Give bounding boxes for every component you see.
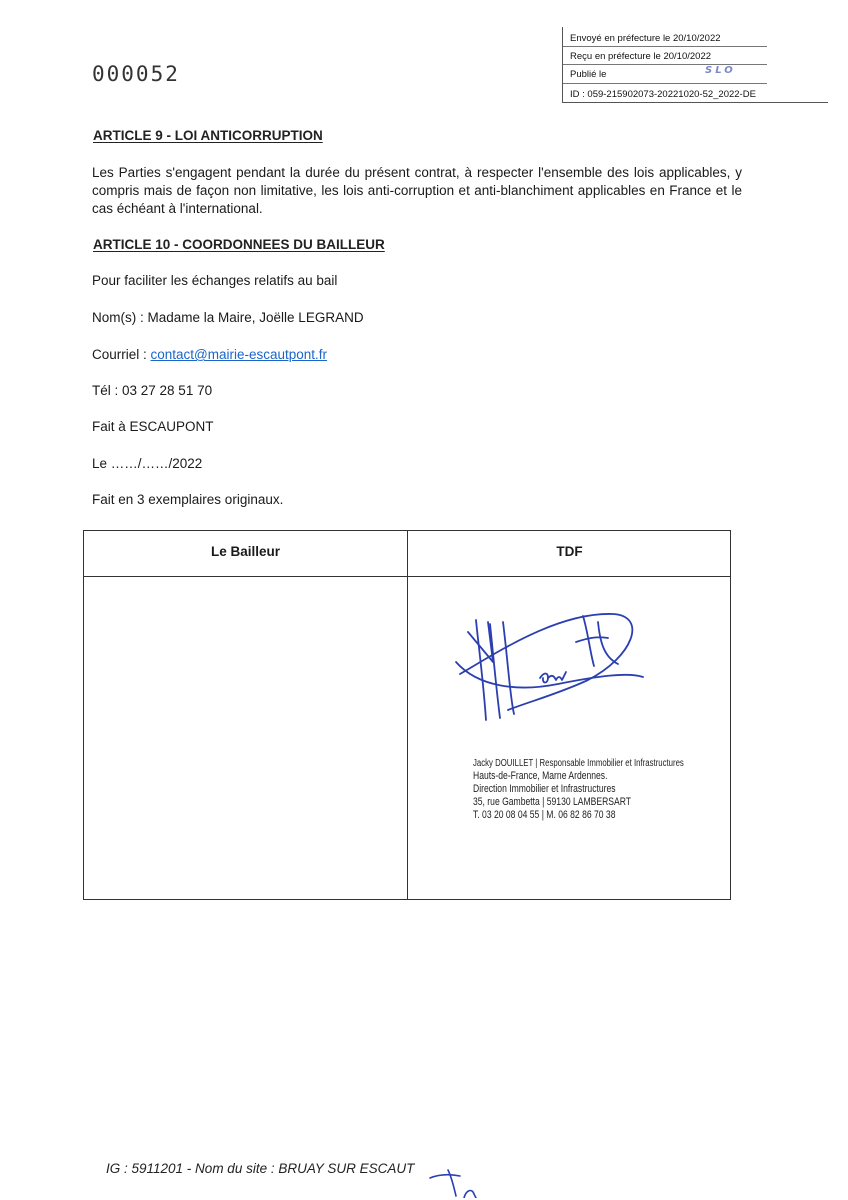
stamp-received-date: Reçu en préfecture le 20/10/2022: [570, 51, 712, 62]
signatory-region: Hauts-de-France, Marne Ardennes.: [473, 770, 608, 782]
site-footer: IG : 5911201 - Nom du site : BRUAY SUR ESCAUT: [106, 1161, 415, 1176]
signatory-phones: T. 03 20 08 04 55 | M. 06 82 86 70 38: [473, 809, 616, 821]
article-10-title: ARTICLE 10 - COORDONNEES DU BAILLEUR: [93, 237, 385, 252]
lessor-phone: Tél : 03 27 28 51 70: [92, 383, 213, 398]
page-number: 000052: [92, 62, 180, 86]
handwritten-initials: [428, 1164, 488, 1198]
slo-logo: SLO: [705, 65, 736, 76]
signing-date: Le ……/……/2022: [92, 456, 203, 471]
table-divider: [84, 576, 730, 577]
signatory-address: 35, rue Gambetta | 59130 LAMBERSART: [473, 796, 632, 808]
article-10-intro: Pour faciliter les échanges relatifs au bail: [92, 273, 338, 288]
lessor-header: Le Bailleur: [210, 544, 281, 559]
stamp-divider: [563, 83, 767, 84]
lessor-email-line: [92, 347, 327, 362]
stamp-divider: [563, 46, 767, 47]
article-9-title: ARTICLE 9 - LOI ANTICORRUPTION: [93, 128, 323, 143]
stamp-id: ID : 059-215902073-20221020-52_2022-DE: [570, 89, 756, 100]
handwritten-signature: [448, 602, 648, 727]
prefecture-stamp: [562, 27, 828, 103]
lessor-names: Nom(s) : Madame la Maire, Joëlle LEGRAND: [92, 310, 364, 325]
stamp-published: Publié le: [570, 69, 607, 80]
signing-place: Fait à ESCAUPONT: [92, 419, 214, 434]
signatory-department: Direction Immobilier et Infrastructures: [473, 783, 616, 795]
email-link[interactable]: contact@mairie-escautpont.fr: [150, 347, 328, 362]
stamp-sent-date: Envoyé en préfecture le 20/10/2022: [570, 33, 721, 44]
table-divider: [407, 531, 408, 899]
tdf-header: TDF: [556, 544, 583, 559]
signatory-contact: [473, 757, 684, 822]
stamp-divider: [563, 64, 767, 65]
copies-note: Fait en 3 exemplaires originaux.: [92, 492, 284, 507]
email-label: Courriel :: [92, 347, 151, 362]
signatory-name: Jacky DOUILLET | Responsable Immobilier et Infrastructures: [473, 758, 684, 769]
article-9-body: Les Parties s'engagent pendant la durée du présent contrat, à respecter l'ensemble des lois applicables, y compris mais de façon non limitative, les lois anti-corruption et anti-blanchiment applicables en France et le cas échéant à l'international.: [92, 165, 742, 216]
